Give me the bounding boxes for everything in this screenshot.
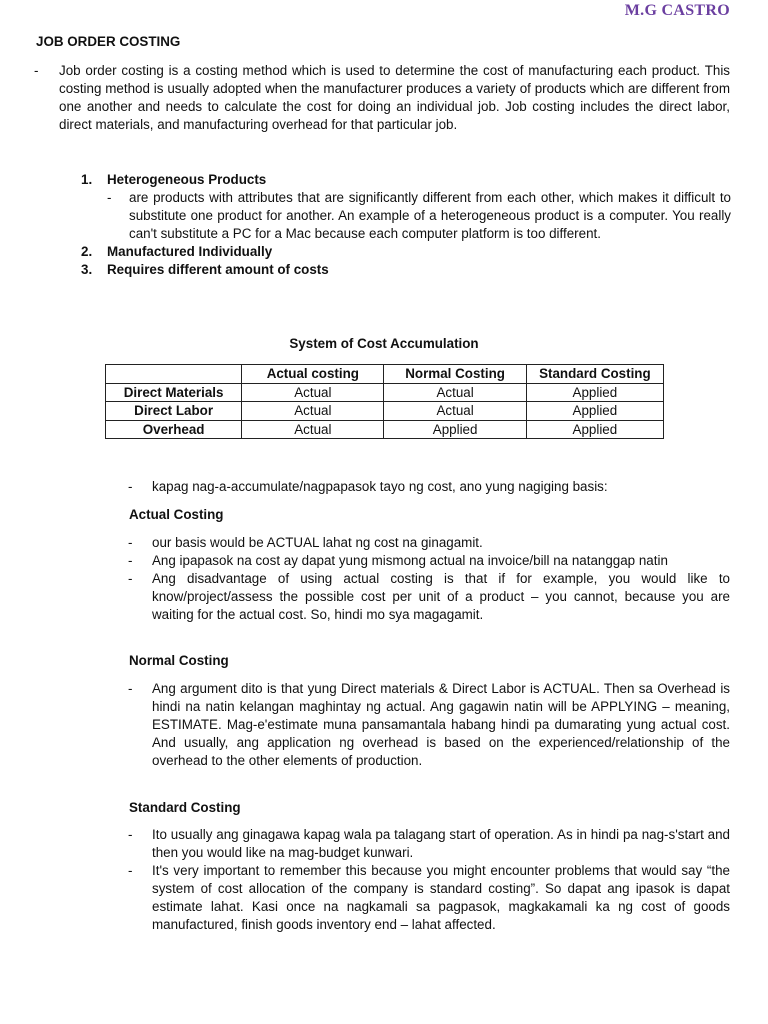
list-item [81, 171, 731, 189]
author-header: M.G CASTRO [624, 2, 730, 19]
table-row [106, 402, 664, 421]
table-title: System of Cost Accumulation [289, 336, 479, 351]
actual-costing-bullets [128, 534, 730, 624]
list-label: Manufactured Individually [107, 244, 273, 259]
table-row [106, 383, 664, 402]
table-header-row [106, 365, 664, 384]
intro-text: Job order costing is a costing method which is used to determine the cost of manufacturing each product. This costing method is usually adopted when the manufacturer produces a variety of products which are different from one another and needs to calculate the cost for doing an individual job. Job costing includes the direct labor, direct materials, and manufacturing overhead for that particular job. [59, 63, 730, 132]
table-cell: Applied [526, 420, 663, 439]
table-cell: Actual [242, 420, 384, 439]
table-cell: Applied [384, 420, 526, 439]
list-number: 2. [81, 244, 93, 259]
list-item [128, 570, 730, 624]
table-row-header: Direct Materials [106, 383, 242, 402]
table-header-cell: Standard Costing [526, 365, 663, 384]
table-cell: Actual [242, 383, 384, 402]
list-label: Requires different amount of costs [107, 262, 329, 277]
bullet-dash: - [128, 571, 133, 586]
table-cell: Applied [526, 383, 663, 402]
bullet-text: Ang disadvantage of using actual costing is that if for example, you would like to know/project/assess the possible cost per unit of a product – you cannot, because you are waiting for the actual cost. So, hindi mo sya magagamit. [152, 571, 730, 622]
list-sub-text: are products with attributes that are significantly different from each other, which makes it difficult to substitute one product for another. An example of a heterogeneous product is a computer. You really can't substitute a PC for a Mac because each computer platform is too different. [129, 190, 731, 241]
normal-costing-bullets [128, 680, 730, 770]
table-cell: Actual [384, 402, 526, 421]
list-item [128, 826, 730, 862]
bullet-dash: - [34, 63, 39, 78]
table-row-header: Direct Labor [106, 402, 242, 421]
section-heading-standard-costing: Standard Costing [129, 800, 241, 815]
bullet-text: Ang argument dito is that yung Direct materials & Direct Labor is ACTUAL. Then sa Overhead is hindi na natin kelangan maghintay ng actual. Ang gagawin natin will be APPLYING – meaning, ESTIMATE. Mag-e'estimate muna pansamantala habang hindi pa dumarating yung actual cost. And usually, ang application ng overhead is based on the experienced/relationship of the overhead to the other elements of production. [152, 681, 730, 768]
list-number: 3. [81, 262, 93, 277]
basis-note-text: kapag nag-a-accumulate/nagpapasok tayo ng cost, ano yung nagiging basis: [152, 479, 608, 494]
table-cell: Applied [526, 402, 663, 421]
table-header-cell: Normal Costing [384, 365, 526, 384]
list-item [128, 534, 730, 552]
list-label: Heterogeneous Products [107, 172, 267, 187]
list-item [81, 243, 731, 261]
bullet-text: our basis would be ACTUAL lahat ng cost na ginagamit. [152, 535, 483, 550]
bullet-text: Ang ipapasok na cost ay dapat yung mismong actual na invoice/bill na natanggap natin [152, 553, 668, 568]
table-cell: Actual [384, 383, 526, 402]
bullet-dash: - [128, 681, 133, 696]
intro-paragraph [34, 62, 730, 134]
list-item [128, 862, 730, 934]
section-heading-normal-costing: Normal Costing [129, 653, 229, 668]
list-item [128, 680, 730, 770]
basis-note [128, 478, 730, 496]
numbered-list [81, 171, 731, 279]
table-row [106, 420, 664, 439]
list-item [81, 261, 731, 279]
bullet-dash: - [128, 827, 133, 842]
table-cell: Actual [242, 402, 384, 421]
list-number: 1. [81, 172, 93, 187]
bullet-dash: - [107, 190, 112, 205]
list-sub-bullet [107, 189, 731, 243]
section-heading-actual-costing: Actual Costing [129, 507, 224, 522]
bullet-dash: - [128, 863, 133, 878]
table-header-cell [106, 365, 242, 384]
list-item [128, 552, 730, 570]
standard-costing-bullets [128, 826, 730, 934]
table-row-header: Overhead [106, 420, 242, 439]
cost-accumulation-table [105, 364, 664, 439]
bullet-text: Ito usually ang ginagawa kapag wala pa talagang start of operation. As in hindi pa nag-s'start and then you would like na mag-budget kunwari. [152, 827, 730, 860]
bullet-dash: - [128, 553, 133, 568]
document-title: JOB ORDER COSTING [36, 34, 181, 49]
bullet-dash: - [128, 479, 133, 494]
bullet-text: It's very important to remember this because you might encounter problems that would say “the system of cost allocation of the company is standard costing”. So dapat ang ipasok is dapat estimate lahat. Kasi once na nagkamali sa pagpasok, magkakamali ka ng cost of goods manufactured, finish goods inventory end – lahat affected. [152, 863, 730, 932]
table-header-cell: Actual costing [242, 365, 384, 384]
bullet-dash: - [128, 535, 133, 550]
